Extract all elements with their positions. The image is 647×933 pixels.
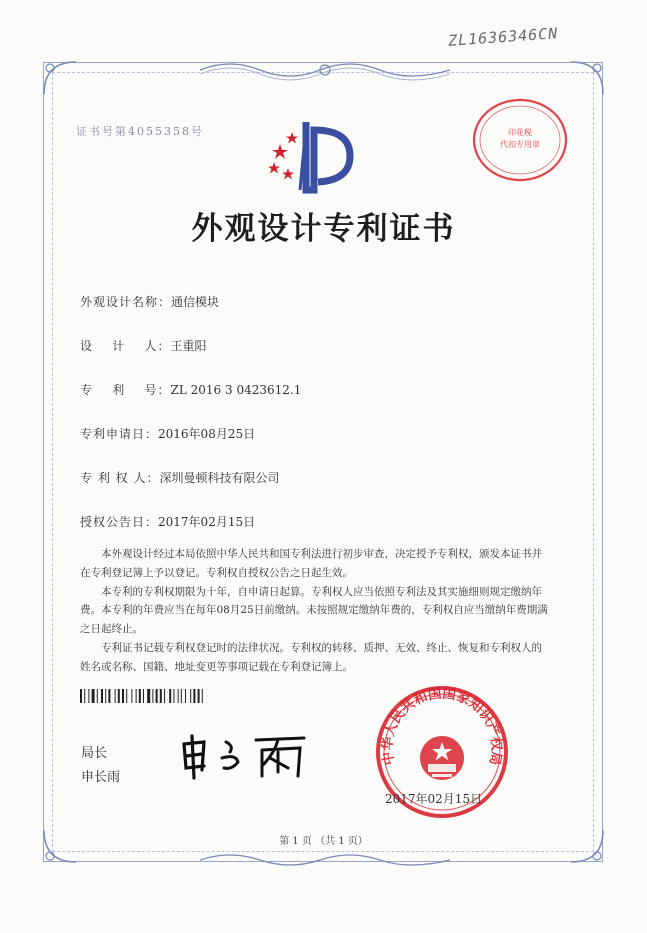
corner-ornament-top-right bbox=[567, 58, 607, 98]
field-designer bbox=[80, 337, 207, 354]
field-grant-date bbox=[80, 513, 255, 530]
handwritten-note: ZL1636346CN bbox=[447, 24, 559, 50]
certificate-title: 外观设计专利证书 bbox=[191, 211, 456, 247]
body-paragraph: 本外观设计经过本局依照中华人民共和国专利法进行初步审查，决定授予专利权，颁发本证书并在专利登记簿上予以登记。专利权自授权公告之日起生效。 bbox=[80, 548, 542, 579]
director-signature bbox=[178, 732, 318, 782]
field-value: 2017年02月15日 bbox=[158, 515, 256, 529]
field-label: 外观设计名称： bbox=[80, 295, 172, 309]
tax-stamp-seal bbox=[470, 95, 570, 185]
field-value: 王重阳 bbox=[170, 339, 207, 353]
top-ornament bbox=[200, 58, 450, 82]
director-name: 申长雨 bbox=[81, 770, 121, 785]
field-label: 专 利 号： bbox=[80, 383, 171, 397]
field-label: 设 计 人： bbox=[80, 339, 171, 353]
field-patentee bbox=[80, 469, 279, 486]
field-label: 专利申请日： bbox=[80, 427, 159, 441]
seal-text: 中华人民共和国国家知识产权局 bbox=[379, 685, 505, 767]
field-value: 深圳曼顿科技有限公司 bbox=[159, 471, 280, 485]
body-paragraph: 本专利的专利权期限为十年，自申请日起算。专利权人应当依照专利法及其实施细则规定缴纳年费。本专利的年费应当在每年08月25日前缴纳。未按照规定缴纳年费的，专利权自应当缴纳年费期满之日起终止。 bbox=[80, 585, 548, 636]
field-value: 2016年08月25日 bbox=[158, 427, 256, 441]
svg-text:印花税: 印花税 bbox=[508, 128, 532, 137]
certificate-number: 证书号第4055358号 bbox=[76, 125, 204, 138]
field-value: ZL 2016 3 0423612.1 bbox=[170, 383, 302, 397]
field-design-name bbox=[80, 293, 219, 310]
seal-date: 2017年02月15日 bbox=[385, 792, 483, 806]
field-value: 通信模块 bbox=[171, 295, 220, 309]
field-label: 授权公告日： bbox=[80, 515, 159, 529]
field-application-date bbox=[80, 425, 255, 442]
director-title: 局长 bbox=[81, 746, 108, 761]
barcode bbox=[80, 689, 236, 703]
patent-office-logo bbox=[262, 118, 362, 198]
field-label: 专 利 权 人： bbox=[80, 471, 160, 485]
field-patent-number bbox=[80, 381, 301, 398]
svg-text:代扣专用章: 代扣专用章 bbox=[500, 140, 540, 149]
body-paragraph: 专利证书记载专利权登记时的法律状况。专利权的转移、质押、无效、终止、恢复和专利权人的姓名或名称、国籍、地址变更等事项记载在专利登记簿上。 bbox=[80, 641, 542, 673]
page-number: 第 1 页 （共 1 页） bbox=[279, 836, 368, 847]
corner-ornament-top-left bbox=[40, 58, 80, 98]
certificate-body bbox=[80, 545, 548, 677]
bottom-ornament bbox=[200, 850, 450, 870]
